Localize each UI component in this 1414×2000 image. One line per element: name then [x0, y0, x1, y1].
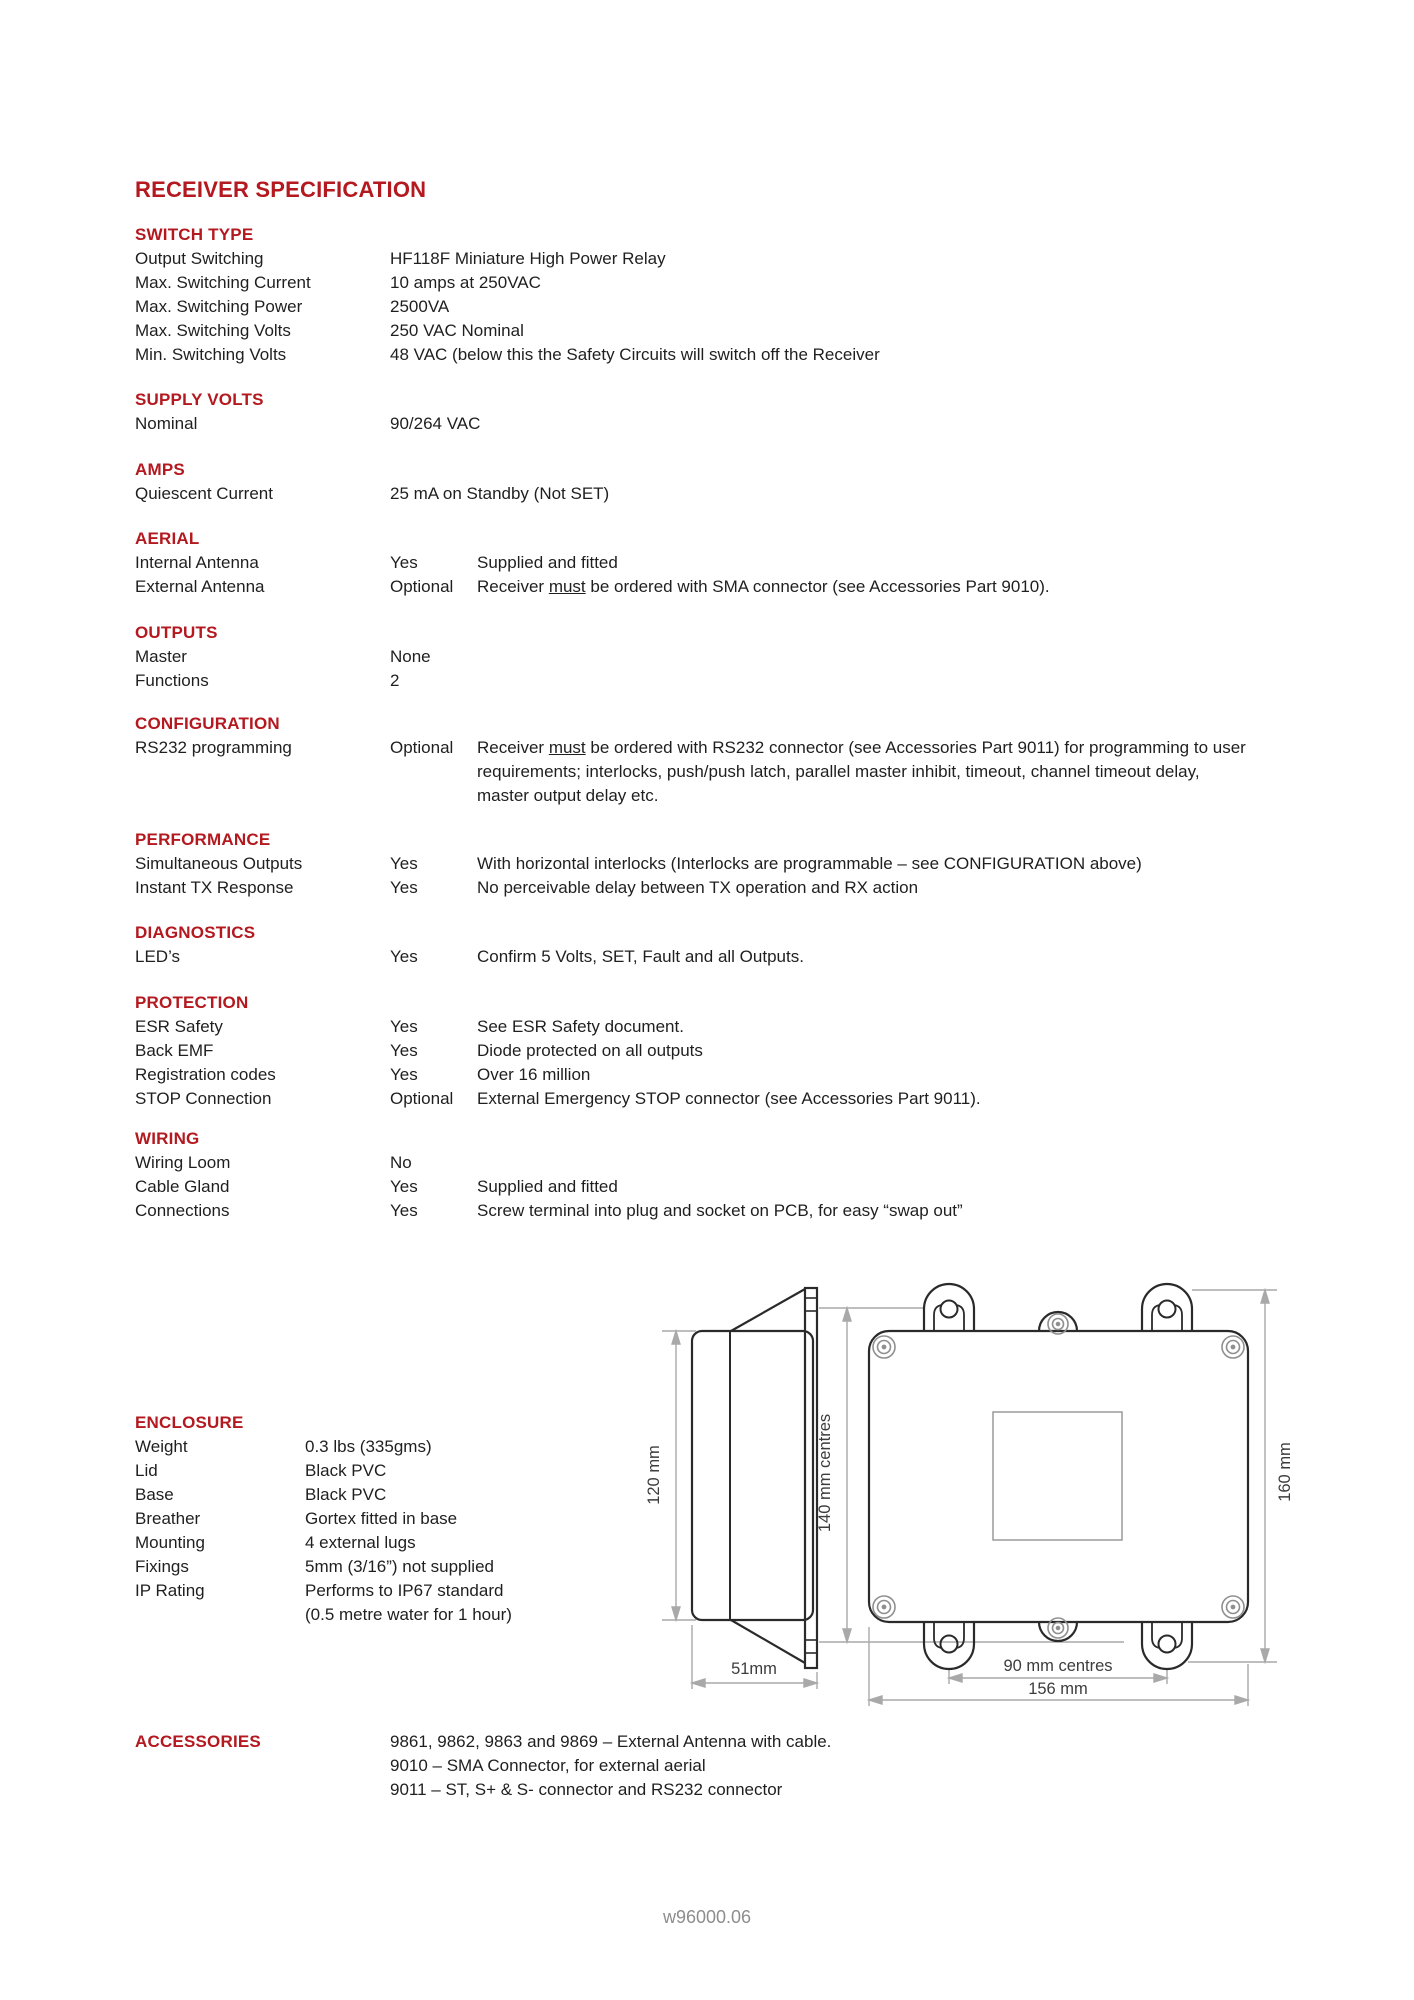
- spec-row: [0, 945, 1414, 969]
- row-label: Base: [135, 1485, 174, 1504]
- row-label: STOP Connection: [135, 1089, 272, 1108]
- row-label: IP Rating: [135, 1581, 205, 1600]
- section-heading-accessories: ACCESSORIES: [135, 1732, 261, 1751]
- section-heading-outputs: OUTPUTS: [135, 623, 218, 642]
- row-value: Black PVC: [305, 1461, 387, 1480]
- dimension-labels: [645, 1414, 1294, 1698]
- row-label: RS232 programming: [135, 738, 292, 757]
- row-desc-segment: See ESR Safety document.: [477, 1017, 684, 1036]
- row-value: Yes: [390, 1017, 418, 1036]
- spec-row: [0, 1754, 1414, 1778]
- spec-row: [0, 271, 1414, 295]
- row-label: Max. Switching Power: [135, 297, 303, 316]
- row-value: None: [390, 647, 431, 666]
- section-heading-wiring: WIRING: [135, 1129, 200, 1148]
- row-value: Yes: [390, 854, 418, 873]
- spec-row: [0, 247, 1414, 271]
- section-heading-switch_type: SWITCH TYPE: [135, 225, 254, 244]
- row-value: 9011 – ST, S+ & S- connector and RS232 connector: [390, 1780, 783, 1799]
- row-value: Yes: [390, 1177, 418, 1196]
- row-desc-segment: be ordered with RS232 connector (see Accessories Part 9011) for programming to user: [585, 738, 1246, 757]
- row-value: Gortex fitted in base: [305, 1509, 458, 1528]
- row-label: Output Switching: [135, 249, 264, 268]
- section-heading-amps: AMPS: [135, 460, 185, 479]
- row-value: HF118F Miniature High Power Relay: [390, 249, 666, 268]
- row-desc: [477, 1015, 684, 1039]
- row-value: Black PVC: [305, 1485, 387, 1504]
- spec-row: [0, 1199, 1414, 1223]
- mounting-lug-top-left: [924, 1284, 974, 1331]
- row-value: (0.5 metre water for 1 hour): [305, 1605, 512, 1624]
- row-desc: [477, 551, 618, 575]
- row-label: LED’s: [135, 947, 181, 966]
- row-label: Breather: [135, 1509, 201, 1528]
- dim-label-90mm-centres: 90 mm centres: [1003, 1657, 1113, 1675]
- row-value: Yes: [390, 947, 418, 966]
- row-desc-segment: With horizontal interlocks (Interlocks are programmable – see CONFIGURATION above): [477, 854, 1142, 873]
- spec-row: [0, 1730, 1414, 1754]
- row-desc: [477, 1087, 981, 1111]
- row-desc-segment: Confirm 5 Volts, SET, Fault and all Outputs.: [477, 947, 804, 966]
- row-label: ESR Safety: [135, 1017, 223, 1036]
- spec-row: [0, 1039, 1414, 1063]
- spec-row: [0, 669, 1414, 693]
- row-label: Connections: [135, 1201, 230, 1220]
- row-label: Max. Switching Current: [135, 273, 311, 292]
- top-centre-screw-bump: [1039, 1312, 1077, 1331]
- screw-icon-bottom-right: [1222, 1596, 1244, 1618]
- section-heading-performance: PERFORMANCE: [135, 830, 271, 849]
- lid-screws: [873, 1314, 1244, 1638]
- page-title: RECEIVER SPECIFICATION: [135, 177, 427, 202]
- row-value: Yes: [390, 1201, 418, 1220]
- row-value: Optional: [390, 738, 454, 757]
- row-desc: [477, 945, 804, 969]
- spec-row: [0, 645, 1414, 669]
- row-desc-segment: Screw terminal into plug and socket on PCB, for easy “swap out”: [477, 1201, 963, 1220]
- spec-row: [0, 551, 1414, 575]
- row-desc-segment: be ordered with SMA connector (see Accessories Part 9010).: [585, 577, 1050, 596]
- row-desc-segment: Receiver: [477, 738, 549, 757]
- row-label: Registration codes: [135, 1065, 276, 1084]
- row-label: Nominal: [135, 414, 198, 433]
- row-desc-segment: Receiver: [477, 577, 549, 596]
- row-desc-segment: Supplied and fitted: [477, 1177, 618, 1196]
- row-label: Functions: [135, 671, 209, 690]
- row-desc-segment: must: [548, 738, 586, 757]
- side-view-outline: [692, 1288, 817, 1668]
- row-label: Wiring Loom: [135, 1153, 231, 1172]
- screw-icon-top-right: [1222, 1336, 1244, 1358]
- row-value: 2: [390, 671, 400, 690]
- enclosure-dimension-drawing: [640, 1270, 1320, 1720]
- front-view-outline: [869, 1284, 1248, 1669]
- row-value: 90/264 VAC: [390, 414, 481, 433]
- section-heading-aerial: AERIAL: [135, 529, 200, 548]
- row-desc-segment: No perceivable delay between TX operation and RX action: [477, 878, 919, 897]
- row-label: External Antenna: [135, 577, 265, 596]
- row-value: No: [390, 1153, 412, 1172]
- row-value: Optional: [390, 577, 454, 596]
- dim-label-51mm: 51mm: [731, 1660, 777, 1678]
- screw-icon-bottom-left: [873, 1596, 895, 1618]
- row-value: Optional: [390, 1089, 454, 1108]
- row-label: Simultaneous Outputs: [135, 854, 303, 873]
- row-desc: [477, 1199, 963, 1223]
- mounting-lug-top-right: [1142, 1284, 1192, 1331]
- enclosure-drawing-svg: [640, 1270, 1320, 1720]
- row-value: Yes: [390, 1041, 418, 1060]
- row-value: 4 external lugs: [305, 1533, 416, 1552]
- spec-row: [0, 412, 1414, 436]
- row-desc: [477, 1175, 618, 1199]
- spec-row: [0, 575, 1414, 599]
- row-desc: [477, 1063, 590, 1087]
- row-value: Yes: [390, 878, 418, 897]
- row-label: Instant TX Response: [135, 878, 294, 897]
- row-value: 0.3 lbs (335gms): [305, 1437, 432, 1456]
- row-label: Quiescent Current: [135, 484, 273, 503]
- row-label: Cable Gland: [135, 1177, 230, 1196]
- row-label: Max. Switching Volts: [135, 321, 291, 340]
- dim-label-120mm: 120 mm: [645, 1445, 663, 1505]
- row-desc-segment: Over 16 million: [477, 1065, 591, 1084]
- section-heading-diagnostics: DIAGNOSTICS: [135, 923, 256, 942]
- spec-row: [0, 482, 1414, 506]
- row-value: Yes: [390, 553, 418, 572]
- row-value: 5mm (3/16”) not supplied: [305, 1557, 494, 1576]
- label-recess-square: [993, 1412, 1122, 1540]
- row-desc-segment: Supplied and fitted: [477, 553, 618, 572]
- spec-row: [0, 319, 1414, 343]
- section-heading-enclosure: ENCLOSURE: [135, 1413, 244, 1432]
- spec-row: [0, 343, 1414, 367]
- row-value: 9861, 9862, 9863 and 9869 – External Antenna with cable.: [390, 1732, 832, 1751]
- spec-row: [0, 1063, 1414, 1087]
- row-desc-segment: must: [548, 577, 586, 596]
- row-label: Lid: [135, 1461, 158, 1480]
- row-label: Mounting: [135, 1533, 205, 1552]
- row-desc: [477, 575, 1050, 599]
- row-desc-segment: Diode protected on all outputs: [477, 1041, 703, 1060]
- spec-row: [0, 295, 1414, 319]
- row-value: 25 mA on Standby (Not SET): [390, 484, 610, 503]
- row-value: 9010 – SMA Connector, for external aerial: [390, 1756, 706, 1775]
- row-label: Weight: [135, 1437, 188, 1456]
- row-label: Fixings: [135, 1557, 189, 1576]
- row-desc: [477, 1039, 703, 1063]
- spec-row: [0, 1015, 1414, 1039]
- row-desc-wrapped-line: [477, 736, 1246, 760]
- row-label: Back EMF: [135, 1041, 214, 1060]
- row-value: Performs to IP67 standard: [305, 1581, 504, 1600]
- spec-row: [0, 1778, 1414, 1802]
- spec-row: [0, 1175, 1414, 1199]
- spec-row: [0, 1087, 1414, 1111]
- row-desc-segment: External Emergency STOP connector (see Accessories Part 9011).: [477, 1089, 981, 1108]
- row-value: 250 VAC Nominal: [390, 321, 524, 340]
- spec-row: [0, 1151, 1414, 1175]
- row-desc: [477, 876, 918, 900]
- dim-label-156mm: 156 mm: [1028, 1680, 1088, 1698]
- dimension-extension-lines: [662, 1290, 1277, 1706]
- row-value: Yes: [390, 1065, 418, 1084]
- row-label: Min. Switching Volts: [135, 345, 287, 364]
- spec-row: [0, 876, 1414, 900]
- mounting-lug-bottom-right: [1142, 1622, 1192, 1669]
- row-desc: [477, 852, 1142, 876]
- row-desc-wrapped-line: [477, 784, 658, 808]
- row-desc-segment: master output delay etc.: [477, 786, 659, 805]
- row-label: Master: [135, 647, 187, 666]
- dim-label-160mm: 160 mm: [1276, 1442, 1294, 1502]
- row-value: 2500VA: [390, 297, 450, 316]
- dim-label-140mm-centres: 140 mm centres: [816, 1413, 834, 1533]
- row-label: Internal Antenna: [135, 553, 259, 572]
- mounting-lug-bottom-left: [924, 1622, 974, 1669]
- section-heading-configuration: CONFIGURATION: [135, 714, 280, 733]
- spec-row: [0, 852, 1414, 876]
- row-value: 10 amps at 250VAC: [390, 273, 541, 292]
- row-desc-wrapped-line: [477, 760, 1200, 784]
- row-value: 48 VAC (below this the Safety Circuits will switch off the Receiver: [390, 345, 880, 364]
- section-heading-supply_volts: SUPPLY VOLTS: [135, 390, 264, 409]
- section-heading-protection: PROTECTION: [135, 993, 249, 1012]
- row-desc-segment: requirements; interlocks, push/push latch, parallel master inhibit, timeout, channel timeout delay,: [477, 762, 1200, 781]
- screw-icon-top-left: [873, 1336, 895, 1358]
- footer-doc-number: w96000.06: [662, 1907, 752, 1927]
